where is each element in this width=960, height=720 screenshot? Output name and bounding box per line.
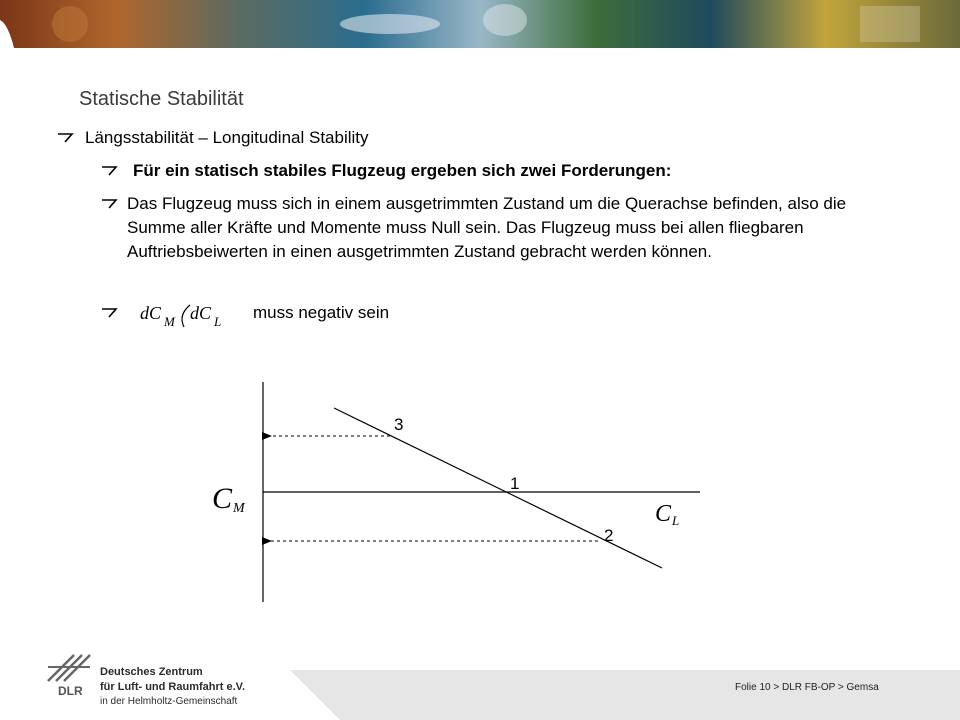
footer-slide-info: Folie 10 > DLR FB-OP > Gemsa <box>735 682 879 693</box>
bullet-arrow-icon <box>101 198 119 210</box>
slide-title: Statische Stabilität <box>79 88 244 110</box>
formula-denominator: dC <box>190 303 212 323</box>
bullet-requirements: Für ein statisch stabiles Flugzeug ergeben sich zwei Forderungen: <box>133 161 672 180</box>
dlr-logo-icon <box>44 651 94 685</box>
stability-diagram <box>200 378 720 608</box>
bullet-arrow-icon <box>101 165 119 177</box>
formula-denominator-sub: L <box>214 314 222 329</box>
cl-axis-sub: L <box>672 513 680 528</box>
formula-dcm-dcl <box>138 301 238 331</box>
bullet-trim-condition: Das Flugzeug muss sich in einem ausgetrimmten Zustand um die Querachse befinden, also die Summe aller Kräfte und Momente muss Null sein. Das Flugzeug muss bei allen fliegbaren Auftriebsbeiwerten in einen ausgetrimmten Zustand gebracht werden können. <box>127 194 847 261</box>
header-banner <box>0 0 960 48</box>
logo-abbreviation: DLR <box>58 684 83 698</box>
cm-axis-label: C <box>212 482 233 515</box>
cl-axis-label: C <box>655 501 672 527</box>
formula-numerator: dC <box>140 303 162 323</box>
bullet-must-be-negative: muss negativ sein <box>253 303 390 322</box>
bullet-arrow-icon <box>101 307 119 319</box>
logo-line-3: in der Helmholtz-Gemeinschaft <box>100 696 238 707</box>
formula-numerator-sub: M <box>164 314 175 329</box>
point-label-3: 3 <box>394 415 404 434</box>
logo-line-2: für Luft- und Raumfahrt e.V. <box>100 681 246 693</box>
bullet-longitudinal-stability: Längsstabilität – Longitudinal Stability <box>85 128 369 147</box>
point-label-2: 2 <box>604 526 614 545</box>
formula-slash <box>182 305 190 327</box>
bullet-arrow-icon <box>57 132 75 144</box>
cm-axis-sub: M <box>233 501 245 516</box>
point-label-1: 1 <box>510 474 520 493</box>
logo-line-1: Deutsches Zentrum <box>100 666 203 678</box>
